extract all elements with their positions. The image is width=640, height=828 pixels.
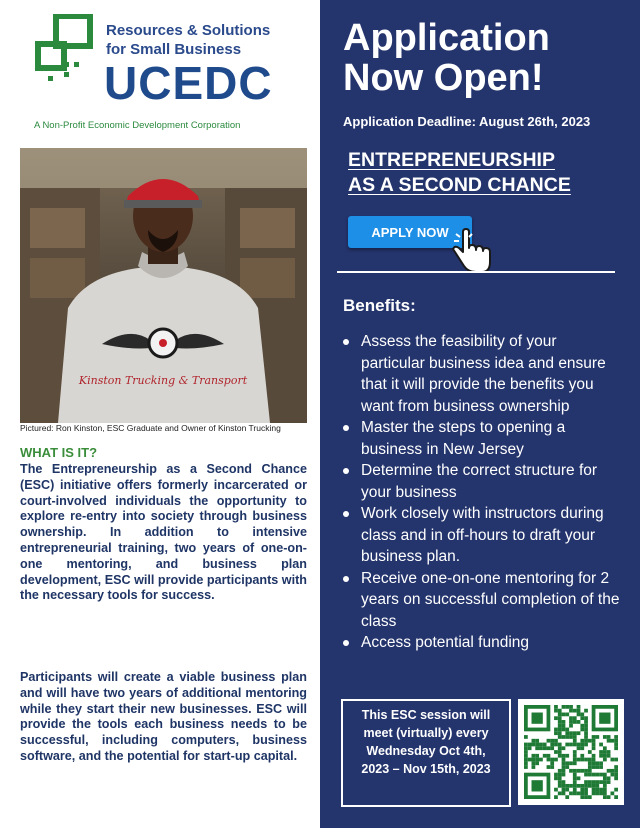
logo-mark-icon <box>34 14 94 90</box>
photo-illustration <box>20 148 307 423</box>
page-title <box>343 18 550 98</box>
benefit-item: Access potential funding <box>338 632 620 654</box>
apply-now-button[interactable]: APPLY NOW <box>348 216 472 248</box>
section-divider <box>337 271 615 273</box>
pointing-hand-cursor-icon <box>450 228 494 274</box>
about-paragraph: Participants will create a viable business plan and will have two years of additional mentoring while they start their new businesses. ESC will provide the tools each business needs to be successful, including computers, business software, and the potential for start-up capital. <box>20 670 307 763</box>
participant-photo <box>20 148 307 423</box>
logo-subtitle: A Non-Profit Economic Development Corporation <box>34 120 241 131</box>
title-line: Now Open! <box>343 57 544 99</box>
section-heading: WHAT IS IT? <box>20 445 98 460</box>
photo-caption: Pictured: Ron Kinston, ESC Graduate and Owner of Kinston Trucking <box>20 423 281 433</box>
benefit-item: Determine the correct structure for your business <box>338 460 620 503</box>
benefit-item: Master the steps to opening a business in New Jersey <box>338 417 620 460</box>
qr-code-graphic <box>524 705 618 799</box>
application-deadline: Application Deadline: August 26th, 2023 <box>343 114 591 129</box>
program-title-line: ENTREPRENEURSHIP <box>348 149 555 171</box>
title-line: Application <box>343 17 550 59</box>
benefits-list <box>338 331 620 654</box>
benefit-item: Assess the feasibility of your particular business idea and ensure that it will provide the benefits you want from business ownership <box>338 331 620 417</box>
ucedc-logo[interactable] <box>28 10 298 132</box>
right-panel <box>320 0 640 828</box>
program-title[interactable] <box>348 148 571 198</box>
program-title-line: AS A SECOND CHANCE <box>348 174 571 196</box>
logo-tagline-line2: for Small Business <box>106 41 242 58</box>
benefit-item: Work closely with instructors during class and in off-hours to draft your business plan. <box>338 503 620 568</box>
logo-wordmark: UCEDC <box>104 57 273 109</box>
about-paragraph: The Entrepreneurship as a Second Chance (ESC) initiative offers formerly incarcerated or court-involved individuals the opportunity to explore re-entry into society through business ownership. In addition to intensive entrepreneurial training, two years of one-on-one mentoring, and business plan development, ESC will provide participants with the necessary tools for success. <box>20 462 307 603</box>
logo-tagline-line1: Resources & Solutions <box>106 22 271 39</box>
benefits-heading: Benefits: <box>343 296 416 315</box>
benefit-item: Receive one-on-one mentoring for 2 years on successful completion of the class <box>338 568 620 633</box>
session-info-box: This ESC session will meet (virtually) every Wednesday Oct 4th, 2023 – Nov 15th, 2023 <box>341 699 511 807</box>
qr-code-icon[interactable] <box>518 699 624 805</box>
shirt-text: Kinston Trucking & Transport <box>78 374 248 387</box>
